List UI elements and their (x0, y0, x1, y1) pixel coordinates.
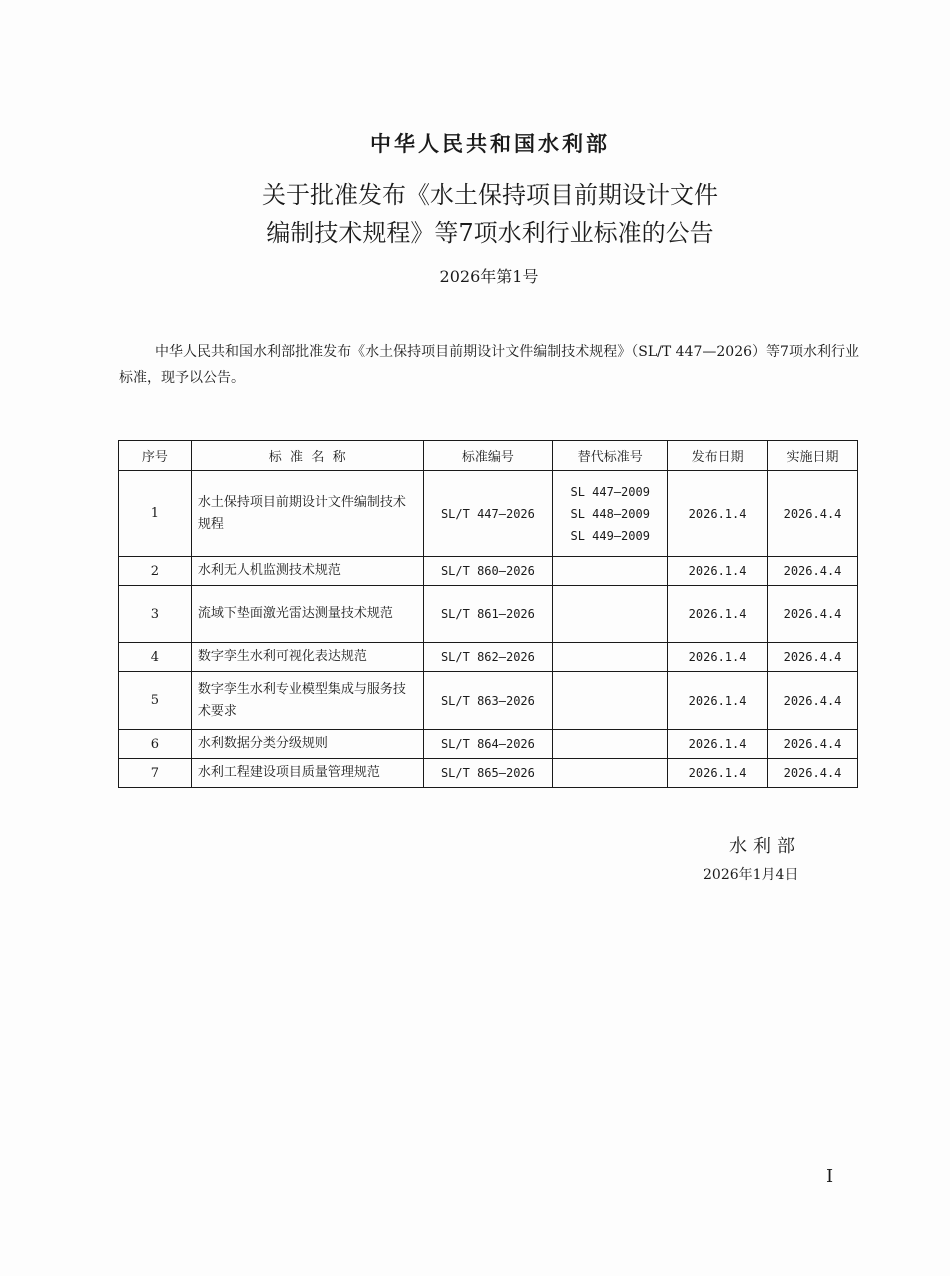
row-standard-code: SL/T 860—2026 (423, 557, 553, 586)
row-replaced-standards (553, 643, 668, 672)
table-header-row (119, 441, 858, 471)
row-standard-name: 水利无人机监测技术规范 (191, 557, 423, 586)
row-publish-date: 2026.1.4 (668, 730, 768, 759)
row-seq: 5 (119, 672, 192, 730)
signing-date: 2026年1月4日 (703, 867, 799, 883)
replaced-standard: SL 449—2009 (570, 528, 650, 543)
table-row (119, 557, 858, 586)
row-publish-date: 2026.1.4 (668, 672, 768, 730)
table-row (119, 471, 858, 557)
replaced-standard: SL 448—2009 (570, 506, 650, 521)
row-publish-date: 2026.1.4 (668, 643, 768, 672)
title-line-2: 编制技术规程》等7项水利行业标准的公告 (266, 219, 714, 247)
row-replaced-standards (553, 730, 668, 759)
row-standard-name: 水利数据分类分级规则 (191, 730, 423, 759)
table-row (119, 759, 858, 788)
row-seq: 4 (119, 643, 192, 672)
signing-organization: 水利部 (729, 836, 801, 857)
row-standard-code: SL/T 865—2026 (423, 759, 553, 788)
header-publish-date: 发布日期 (668, 441, 768, 471)
row-standard-code: SL/T 862—2026 (423, 643, 553, 672)
row-seq: 3 (119, 586, 192, 643)
table-row (119, 730, 858, 759)
row-standard-name: 数字孪生水利可视化表达规范 (191, 643, 423, 672)
row-replaced-standards (553, 586, 668, 643)
row-seq: 7 (119, 759, 192, 788)
header-code: 标准编号 (423, 441, 553, 471)
row-seq: 6 (119, 730, 192, 759)
row-effective-date: 2026.4.4 (768, 557, 858, 586)
header-replaced: 替代标准号 (553, 441, 668, 471)
page-number: I (826, 1166, 834, 1187)
document-number: 2026年第1号 (439, 267, 539, 286)
issuer-heading: 中华人民共和国水利部 (370, 131, 610, 156)
row-standard-name: 水土保持项目前期设计文件编制技术规程 (191, 471, 423, 557)
row-publish-date: 2026.1.4 (668, 586, 768, 643)
row-standard-code: SL/T 863—2026 (423, 672, 553, 730)
row-seq: 1 (119, 471, 192, 557)
row-effective-date: 2026.4.4 (768, 471, 858, 557)
row-replaced-standards (553, 557, 668, 586)
row-seq: 2 (119, 557, 192, 586)
table-row (119, 586, 858, 643)
row-standard-code: SL/T 447—2026 (423, 471, 553, 557)
header-name: 标 准 名 称 (191, 441, 423, 471)
row-effective-date: 2026.4.4 (768, 586, 858, 643)
announcement-title (0, 176, 950, 252)
row-replaced-standards (553, 672, 668, 730)
row-publish-date: 2026.1.4 (668, 557, 768, 586)
replaced-standard: SL 447—2009 (570, 484, 650, 499)
row-replaced-standards (553, 759, 668, 788)
table-row (119, 672, 858, 730)
row-effective-date: 2026.4.4 (768, 672, 858, 730)
row-publish-date: 2026.1.4 (668, 759, 768, 788)
row-effective-date: 2026.4.4 (768, 643, 858, 672)
row-effective-date: 2026.4.4 (768, 759, 858, 788)
row-publish-date: 2026.1.4 (668, 471, 768, 557)
table-body (119, 471, 858, 788)
table-row (119, 643, 858, 672)
row-replaced-standards (553, 471, 668, 557)
announcement-paragraph: 中华人民共和国水利部批准发布《水土保持项目前期设计文件编制技术规程》（SL/T 447—2026）等7项水利行业标准，现予以公告。 (119, 344, 859, 386)
row-standard-name: 数字孪生水利专业模型集成与服务技术要求 (191, 672, 423, 730)
row-effective-date: 2026.4.4 (768, 730, 858, 759)
row-standard-name: 水利工程建设项目质量管理规范 (191, 759, 423, 788)
header-effective-date: 实施日期 (768, 441, 858, 471)
title-line-1: 关于批准发布《水土保持项目前期设计文件 (262, 181, 718, 209)
row-standard-name: 流域下垫面激光雷达测量技术规范 (191, 586, 423, 643)
row-standard-code: SL/T 861—2026 (423, 586, 553, 643)
row-standard-code: SL/T 864—2026 (423, 730, 553, 759)
header-seq: 序号 (119, 441, 192, 471)
standards-table (118, 440, 858, 788)
